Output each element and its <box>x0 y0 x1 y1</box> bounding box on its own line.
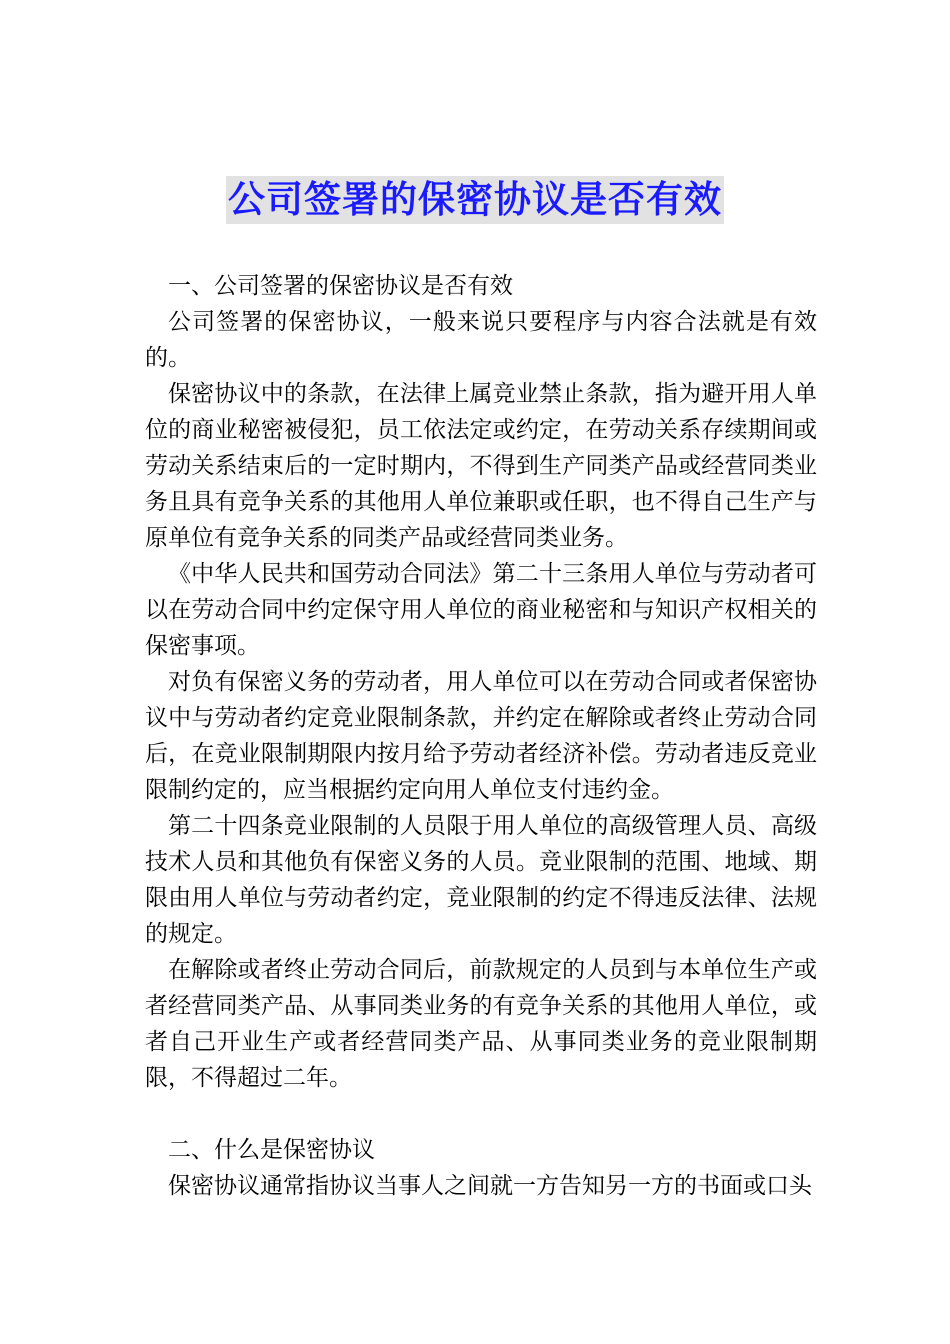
section-1-paragraph-6: 在解除或者终止劳动合同后，前款规定的人员到与本单位生产或者经营同类产品、从事同类业务的有竞争关系的其他用人单位，或者自己开业生产或者经营同类产品、从事同类业务的竞业限制期限，不得超过二年。 <box>145 957 817 1091</box>
section-1-paragraph-5: 第二十四条竞业限制的人员限于用人单位的高级管理人员、高级技术人员和其他负有保密义务的人员。竞业限制的范围、地域、期限由用人单位与劳动者约定，竞业限制的约定不得违反法律、法规的规定。 <box>145 813 817 947</box>
section-1-paragraph-4: 对负有保密义务的劳动者，用人单位可以在劳动合同或者保密协议中与劳动者约定竞业限制条款，并约定在解除或者终止劳动合同后，在竞业限制期限内按月给予劳动者经济补偿。劳动者违反竞业限制约定的，应当根据约定向用人单位支付违约金。 <box>145 669 817 803</box>
section-1-paragraph-1: 公司签署的保密协议，一般来说只要程序与内容合法就是有效的。 <box>145 309 817 371</box>
section-1-paragraph-2: 保密协议中的条款，在法律上属竞业禁止条款，指为避开用人单位的商业秘密被侵犯，员工依法定或约定，在劳动关系存续期间或劳动关系结束后的一定时期内，不得到生产同类产品或经营同类业务且具有竞争关系的其他用人单位兼职或任职，也不得自己生产与原单位有竞争关系的同类产品或经营同类业务。 <box>145 381 817 551</box>
title-container <box>0 176 950 224</box>
section-2-paragraph-1: 保密协议通常指协议当事人之间就一方告知另一方的书面或口头 <box>168 1173 812 1199</box>
section-1-heading: 一、公司签署的保密协议是否有效 <box>168 273 513 299</box>
section-2-heading: 二、什么是保密协议 <box>168 1137 375 1163</box>
document-title: 公司签署的保密协议是否有效 <box>226 176 724 224</box>
document-body <box>145 268 817 1204</box>
section-1-paragraph-3: 《中华人民共和国劳动合同法》第二十三条用人单位与劳动者可以在劳动合同中约定保守用人单位的商业秘密和与知识产权相关的保密事项。 <box>145 561 817 659</box>
